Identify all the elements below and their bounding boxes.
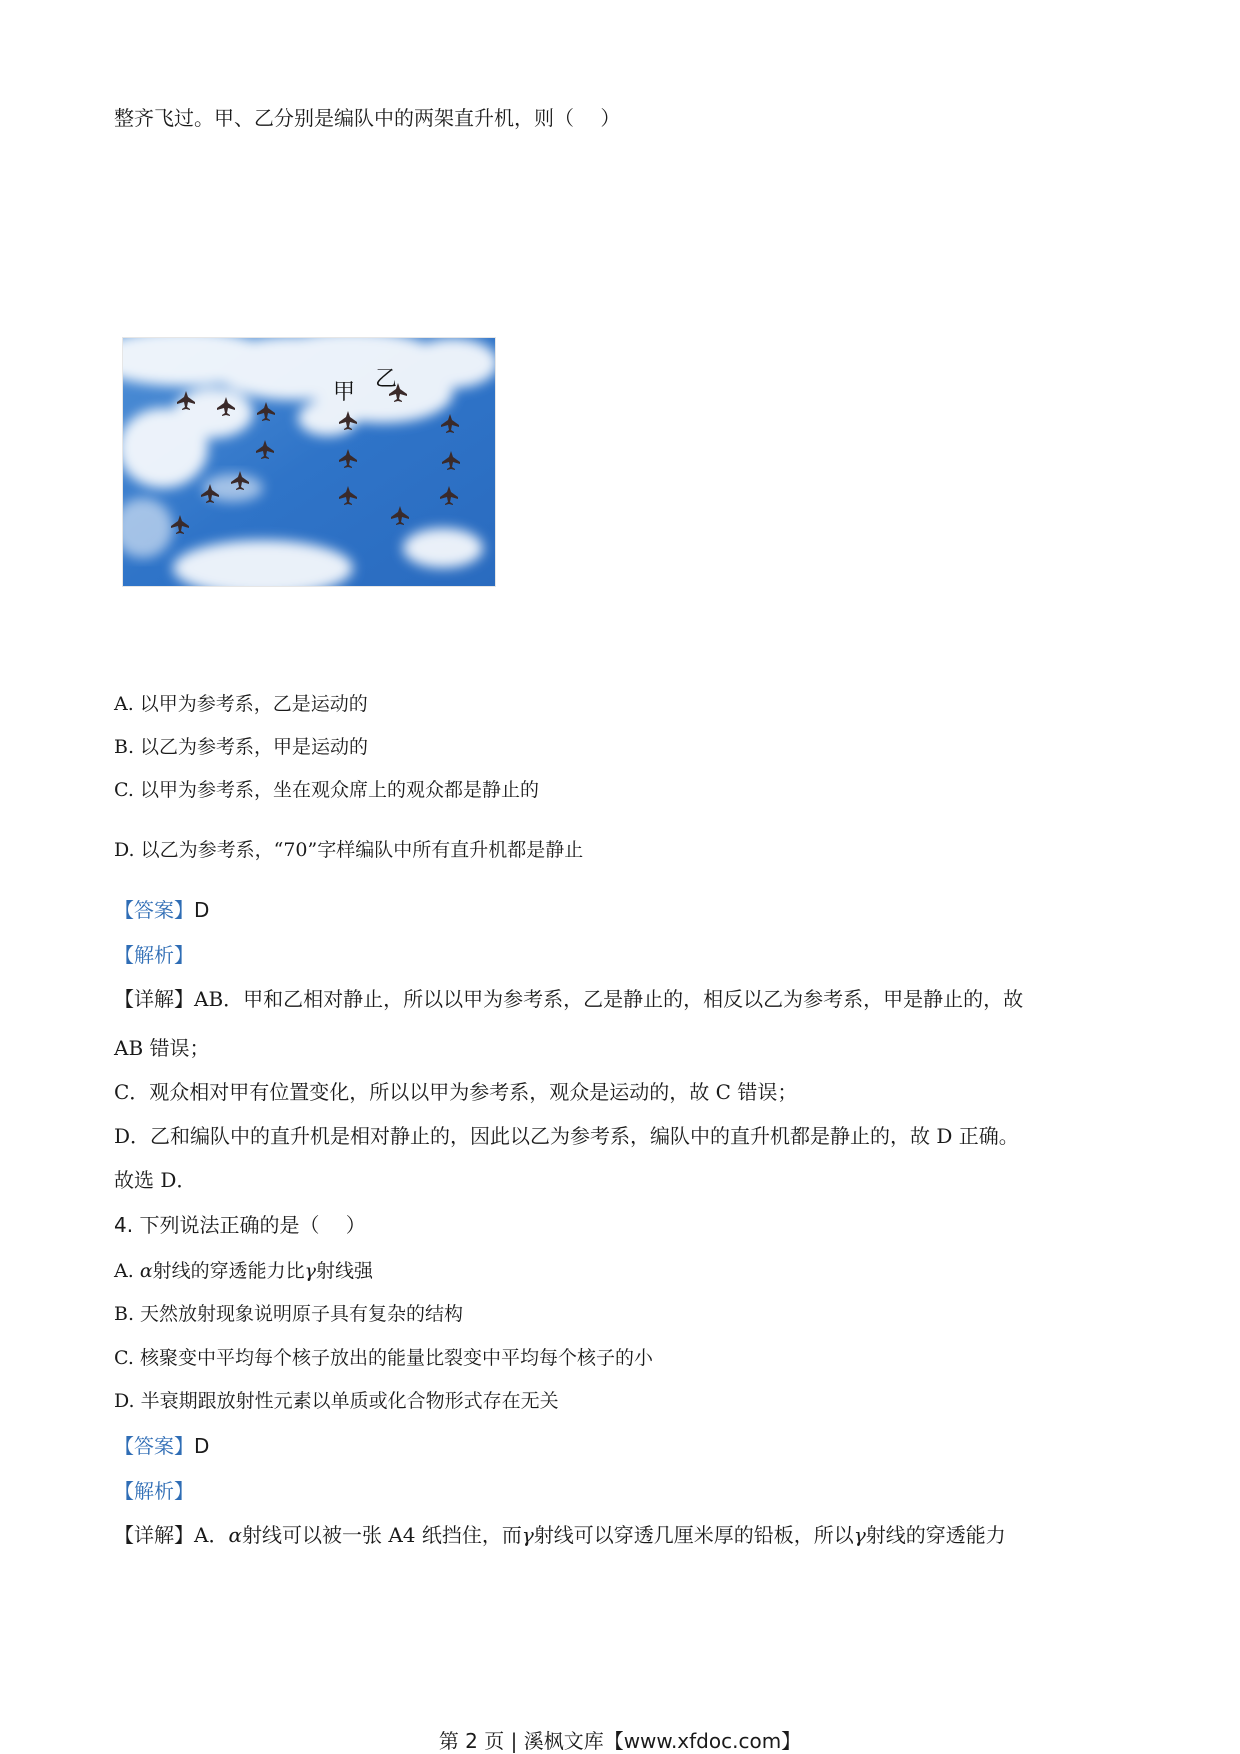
answer-line (114, 896, 209, 924)
q4-option-c: C. 核聚变中平均每个核子放出的能量比裂变中平均每个核子的小 (114, 1347, 653, 1369)
detail-tag: 【详解】 (114, 1523, 194, 1547)
option-b: B. 以乙为参考系，甲是运动的 (114, 736, 369, 758)
option-text: 射线的穿透能力比 (152, 1260, 305, 1282)
q4-detail-line (114, 1521, 1006, 1549)
question-number: 4. (114, 1213, 134, 1237)
option-text: 射线强 (316, 1260, 374, 1282)
q4-answer-line (114, 1432, 209, 1460)
detail-tag: 【详解】 (114, 987, 194, 1011)
analysis-tag: 【解析】 (114, 943, 194, 967)
detail-text: 射线可以穿透几厘米厚的铅板，所以 (533, 1523, 854, 1547)
question-4-stem (114, 1211, 366, 1239)
label-jia: 甲 (333, 380, 356, 405)
detail-line: 故选 D． (114, 1168, 197, 1192)
answer-value: D (194, 898, 210, 922)
page-footer: 第 2 页 | 溪枫文库【www.xfdoc.com】 (438, 1729, 802, 1753)
detail-line: D．乙和编队中的直升机是相对静止的，因此以乙为参考系，编队中的直升机都是静止的，故 D 正确。 (114, 1124, 1019, 1148)
gamma-symbol: γ (521, 1523, 534, 1547)
answer-value: D (194, 1434, 210, 1458)
label-yi: 乙 (375, 367, 398, 392)
q4-option-a (114, 1257, 373, 1285)
answer-tag: 【答案】 (114, 898, 194, 922)
alpha-symbol: α (139, 1260, 153, 1282)
gamma-symbol: γ (304, 1260, 317, 1282)
option-d: D. 以乙为参考系，“70”字样编队中所有直升机都是静止 (114, 839, 584, 861)
detail-text: A． (194, 1523, 229, 1547)
detail-line (114, 985, 1023, 1013)
q4-analysis-tag: 【解析】 (114, 1479, 194, 1503)
alpha-symbol: α (228, 1523, 242, 1547)
detail-text: 射线的穿透能力 (865, 1523, 1006, 1547)
gamma-symbol: γ (853, 1523, 866, 1547)
detail-line: AB 错误； (114, 1036, 210, 1060)
option-prefix: A. (114, 1260, 140, 1282)
option-a: A. 以甲为参考系，乙是运动的 (114, 693, 368, 715)
question-stem: 整齐飞过。甲、乙分别是编队中的两架直升机，则（ ） (114, 106, 621, 130)
answer-tag: 【答案】 (114, 1434, 194, 1458)
q4-option-b: B. 天然放射现象说明原子具有复杂的结构 (114, 1303, 464, 1325)
detail-text: AB．甲和乙相对静止，所以以甲为参考系，乙是静止的，相反以乙为参考系，甲是静止的，故 (194, 987, 1024, 1011)
detail-text: 射线可以被一张 A4 纸挡住，而 (241, 1523, 522, 1547)
sky-image (123, 338, 495, 586)
q4-option-d: D. 半衰期跟放射性元素以单质或化合物形式存在无关 (114, 1390, 559, 1412)
question-text: 下列说法正确的是（ ） (133, 1213, 366, 1237)
helicopter-formation-photo (122, 337, 496, 587)
option-c: C. 以甲为参考系，坐在观众席上的观众都是静止的 (114, 779, 539, 801)
detail-line: C．观众相对甲有位置变化，所以以甲为参考系，观众是运动的，故 C 错误； (114, 1080, 798, 1104)
